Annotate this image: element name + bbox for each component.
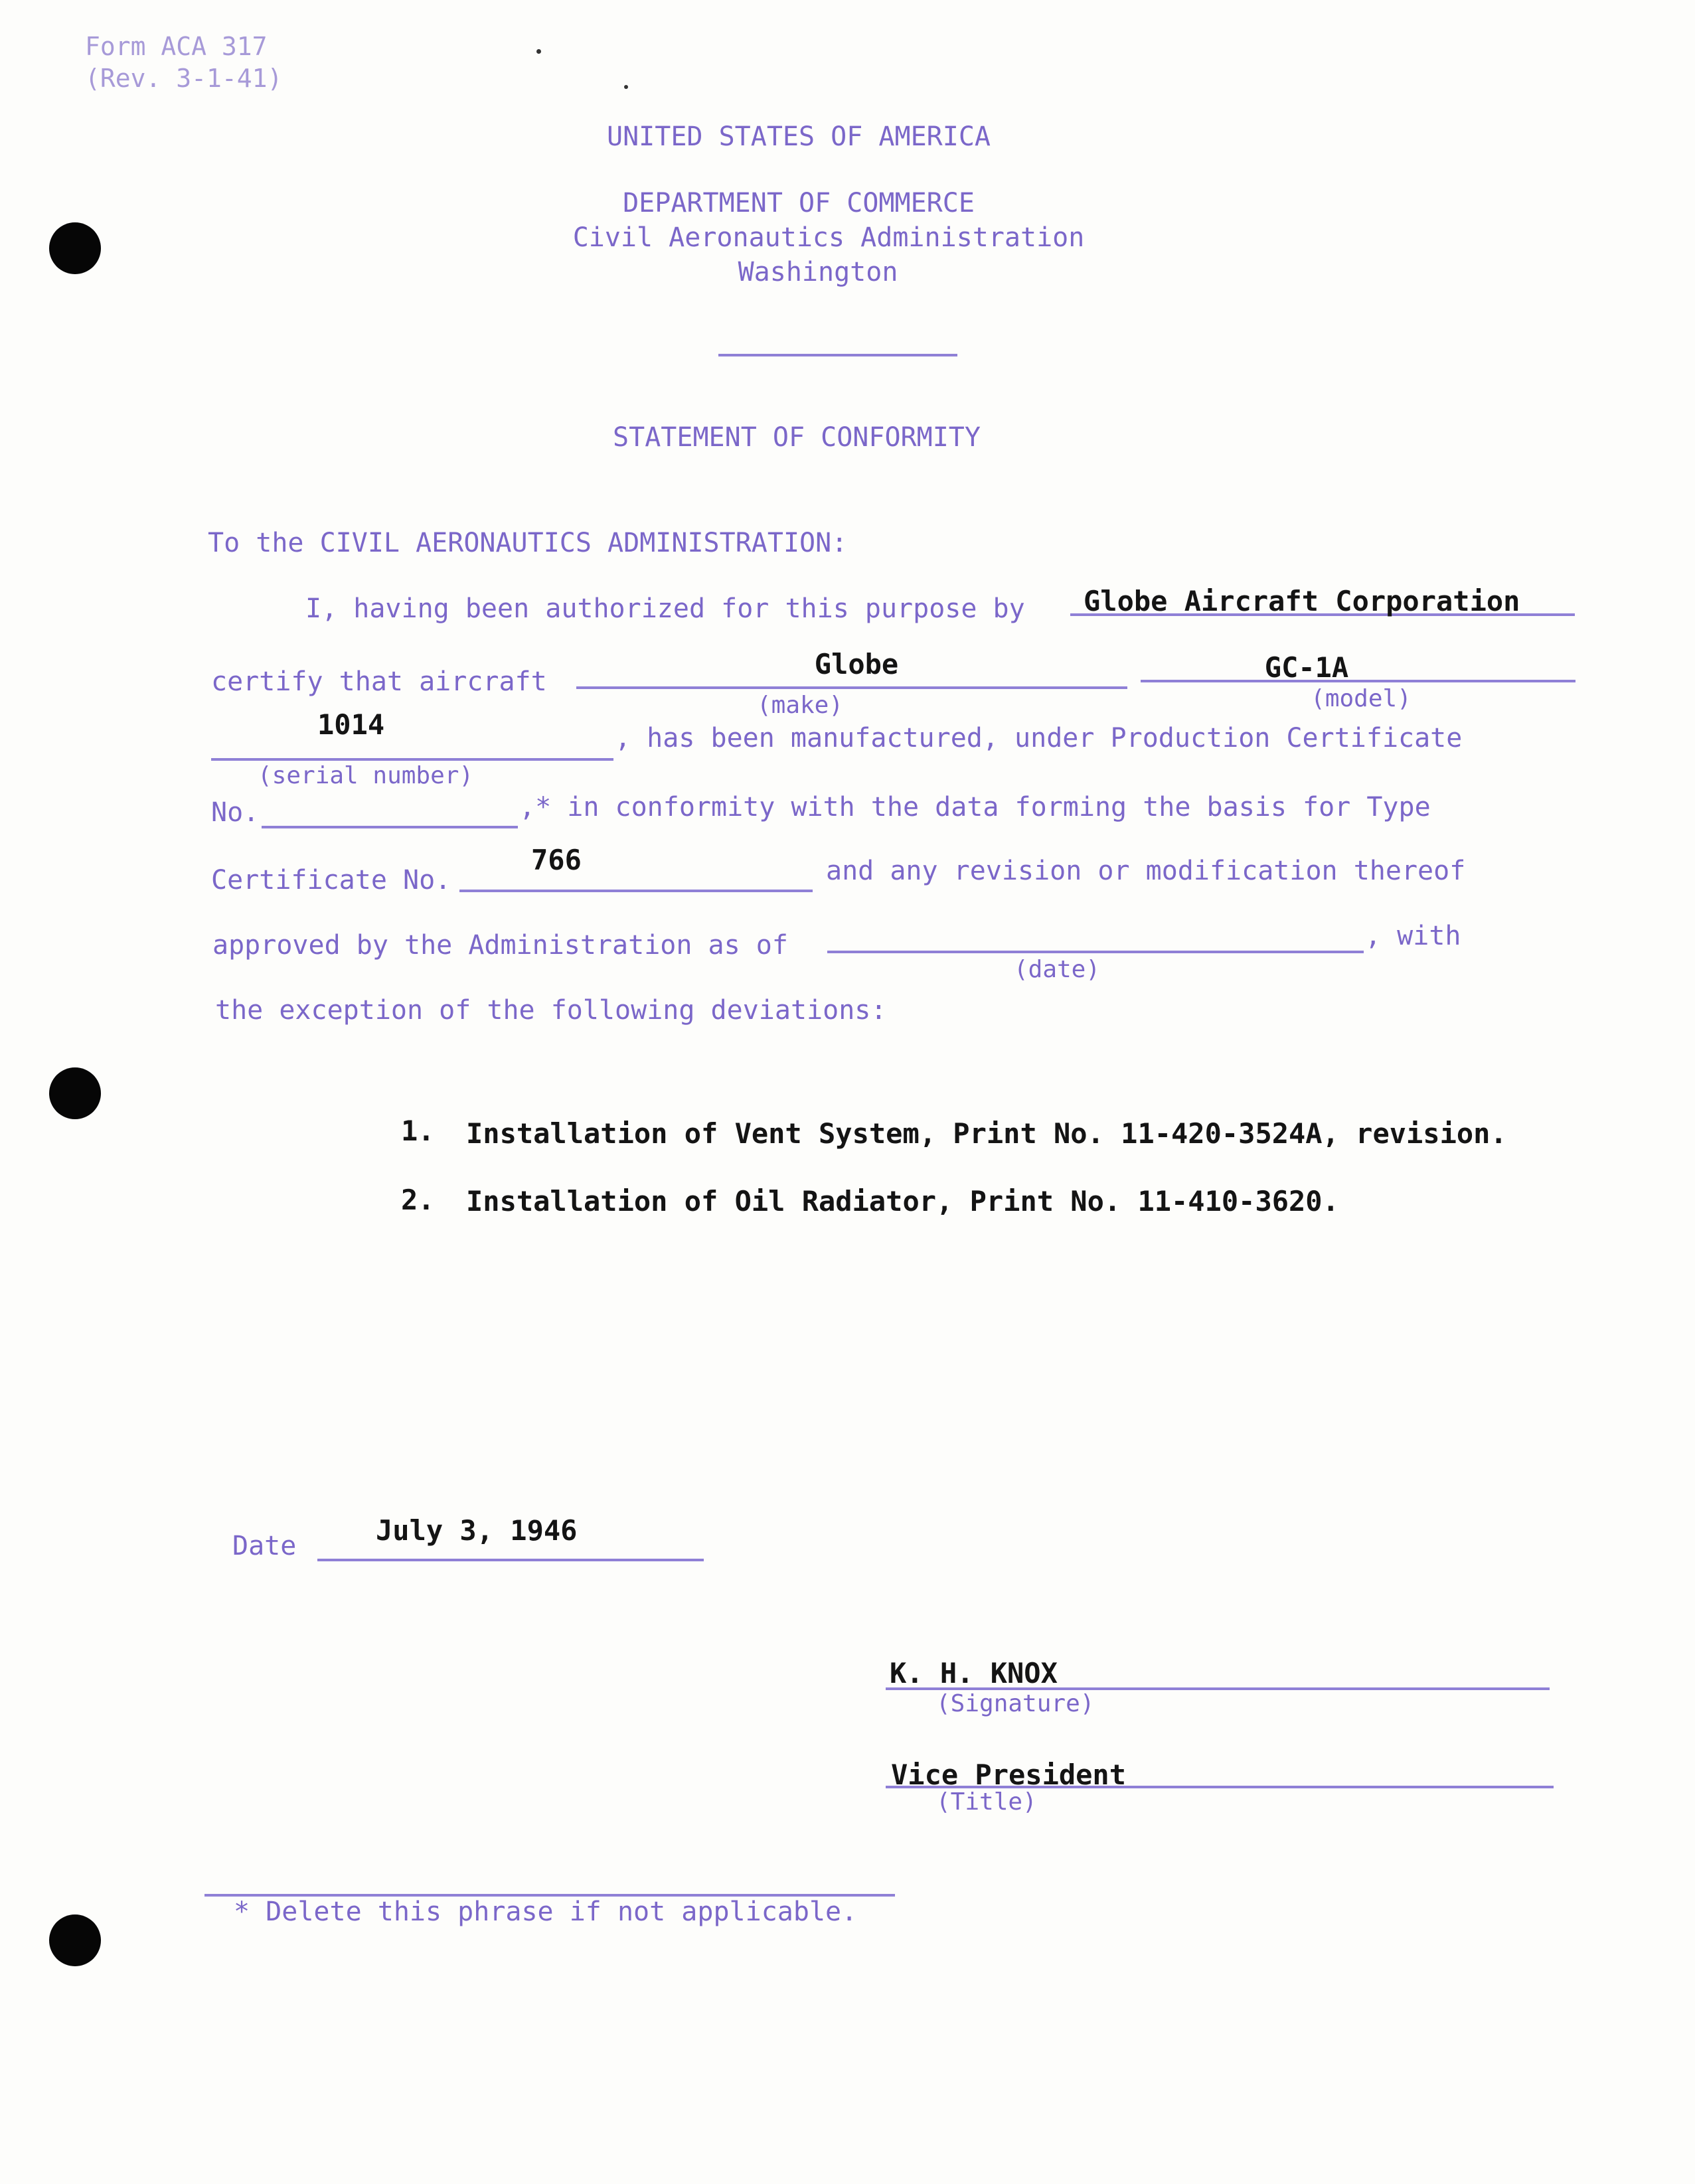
header-city: Washington (738, 257, 898, 287)
statement-line-7: the exception of the following deviations: (215, 995, 887, 1026)
date-field: July 3, 1946 (376, 1514, 578, 1547)
statement-line-4: ,* in conformity with the data forming the basis for Type (519, 792, 1431, 822)
document-title: STATEMENT OF CONFORMITY (613, 422, 981, 453)
make-label: (make) (756, 692, 844, 719)
signature-label: (Signature) (936, 1690, 1095, 1717)
statement-line-2: certify that aircraft (211, 666, 547, 697)
model-field-line (1141, 680, 1575, 682)
statement-line-5-tail: and any revision or modification thereof (826, 856, 1466, 886)
production-cert-prefix: No. (211, 797, 260, 828)
deviation-number: 1. (401, 1115, 435, 1147)
approval-date-field-line (827, 951, 1364, 953)
signature-field: K. H. KNOX (890, 1657, 1058, 1689)
serial-field-line (211, 758, 613, 761)
binder-hole-top (49, 222, 101, 274)
salutation: To the CIVIL AERONAUTICS ADMINISTRATION: (208, 528, 848, 558)
type-cert-prefix: Certificate No. (211, 865, 451, 896)
model-label: (model) (1311, 685, 1412, 712)
ink-speck (536, 49, 541, 54)
form-number: Form ACA 317 (85, 32, 268, 61)
title-label: (Title) (936, 1788, 1037, 1816)
make-field-line (576, 686, 1127, 689)
binder-hole-bottom (49, 1914, 101, 1966)
footnote: * Delete this phrase if not applicable. (234, 1897, 858, 1927)
statement-line-1: I, having been authorized for this purpose by (305, 593, 1025, 624)
statement-line-6: approved by the Administration as of (212, 930, 788, 961)
statement-line-6-tail: , with (1365, 921, 1461, 951)
deviation-item: Installation of Oil Radiator, Print No. 11-410-3620. (466, 1185, 1339, 1217)
title-field: Vice President (891, 1758, 1127, 1791)
header-divider (718, 354, 957, 356)
approval-date-label: (date) (1013, 956, 1101, 983)
make-field: Globe (814, 648, 899, 680)
ink-speck (624, 85, 628, 89)
date-field-line (317, 1559, 704, 1561)
deviation-number: 2. (401, 1184, 435, 1216)
production-cert-field-line (262, 826, 518, 828)
header-department: DEPARTMENT OF COMMERCE (623, 188, 975, 218)
serial-field: 1014 (317, 708, 385, 741)
date-label: Date (232, 1531, 297, 1561)
model-field: GC-1A (1264, 651, 1349, 684)
form-revision: (Rev. 3-1-41) (85, 64, 283, 93)
statement-line-3: , has been manufactured, under Production Certificate (615, 723, 1463, 753)
type-cert-field-line (459, 890, 813, 892)
header-country: UNITED STATES OF AMERICA (607, 121, 991, 152)
company-field: Globe Aircraft Corporation (1084, 585, 1520, 617)
serial-label: (serial number) (258, 762, 474, 789)
header-agency: Civil Aeronautics Administration (572, 222, 1085, 253)
type-cert-field: 766 (531, 844, 582, 876)
binder-hole-middle (49, 1067, 101, 1119)
deviation-item: Installation of Vent System, Print No. 11-420-3524A, revision. (466, 1117, 1507, 1150)
